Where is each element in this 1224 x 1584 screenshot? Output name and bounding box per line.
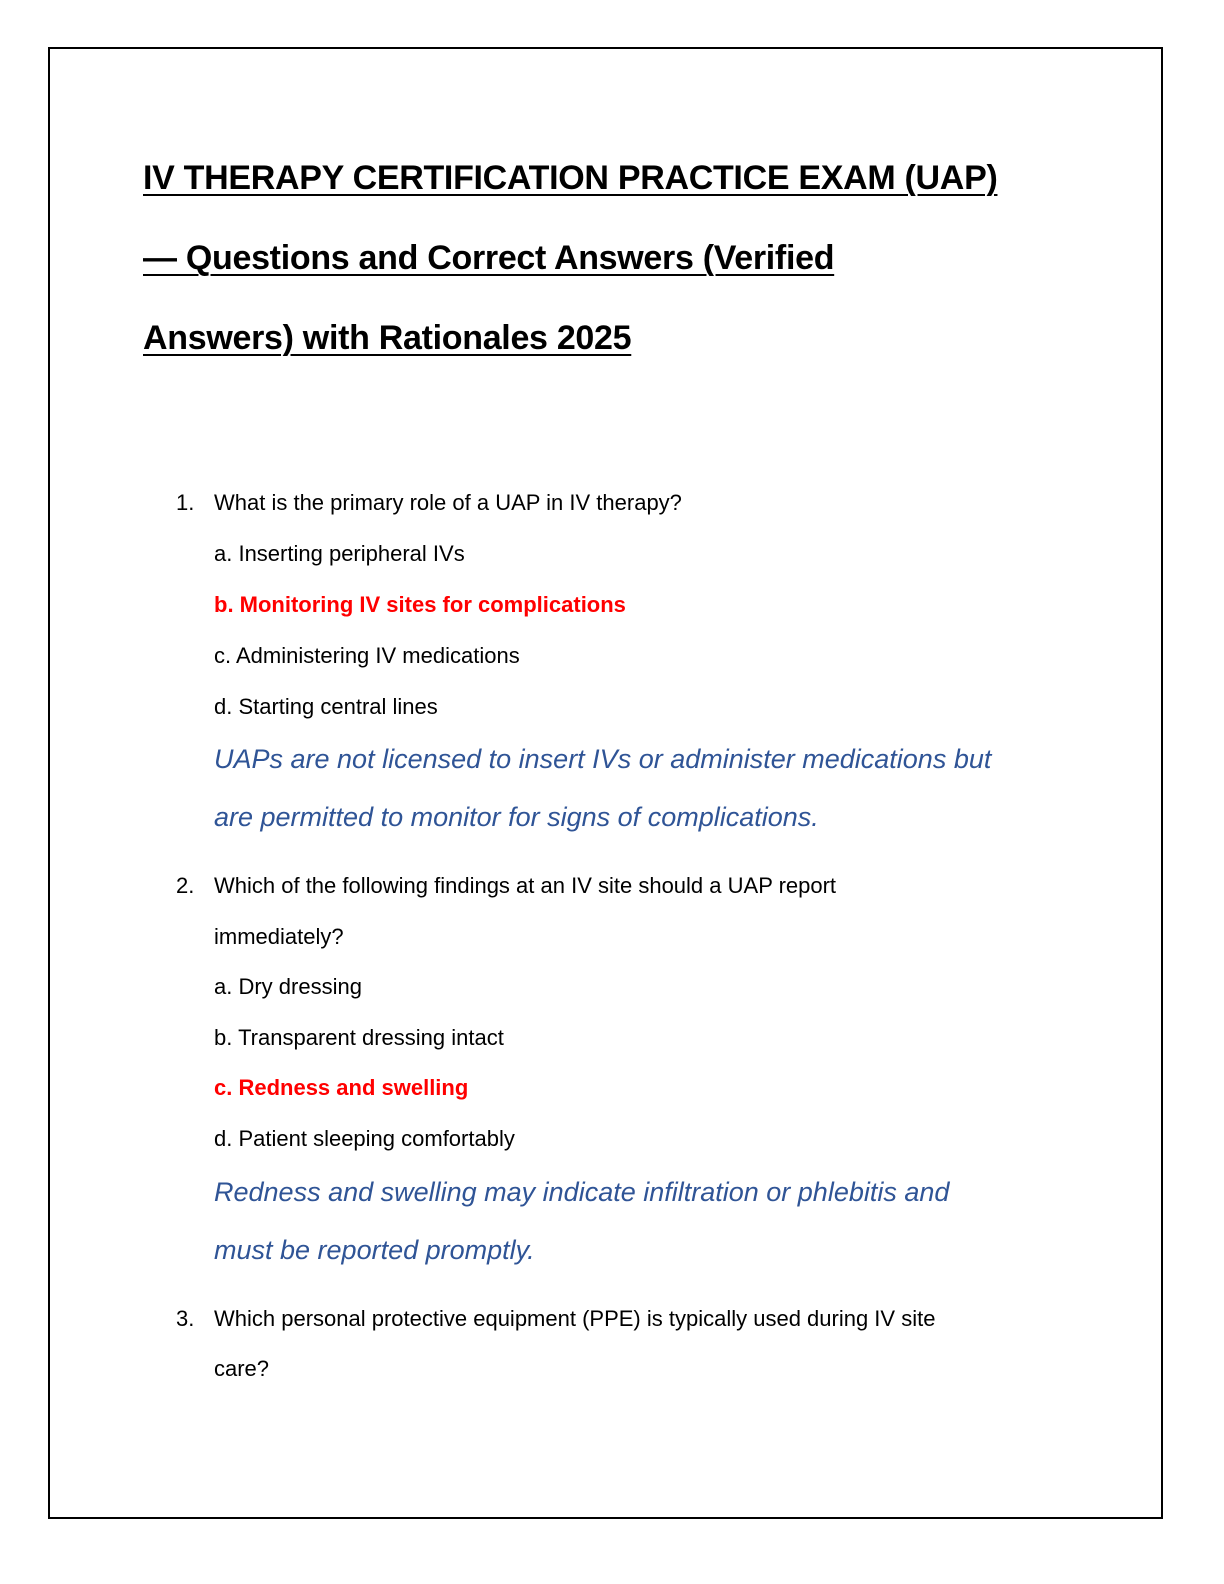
option-c-correct: c. Redness and swelling bbox=[214, 1075, 469, 1100]
question-text: What is the primary role of a UAP in IV therapy? bbox=[214, 490, 682, 515]
title-line: IV THERAPY CERTIFICATION PRACTICE EXAM (UAP) bbox=[143, 159, 998, 197]
question-text: Which personal protective equipment (PPE) is typically used during IV site bbox=[214, 1306, 936, 1331]
question-text: Which of the following findings at an IV site should a UAP report bbox=[214, 873, 837, 898]
option-d: d. Starting central lines bbox=[214, 694, 438, 719]
question-text: immediately? bbox=[214, 924, 344, 949]
question-number: 2. bbox=[176, 873, 195, 898]
rationale-text: UAPs are not licensed to insert IVs or administer medications but bbox=[214, 744, 992, 774]
title-line: — Questions and Correct Answers (Verified bbox=[143, 239, 835, 277]
option-b: b. Transparent dressing intact bbox=[214, 1025, 504, 1050]
question-text: care? bbox=[214, 1356, 270, 1381]
option-a: a. Inserting peripheral IVs bbox=[214, 541, 465, 566]
question-number: 3. bbox=[176, 1306, 195, 1331]
option-c: c. Administering IV medications bbox=[214, 643, 520, 668]
option-b-correct: b. Monitoring IV sites for complications bbox=[214, 592, 626, 617]
rationale-text: are permitted to monitor for signs of complications. bbox=[214, 802, 819, 832]
question-number: 1. bbox=[176, 490, 195, 515]
rationale-text: Redness and swelling may indicate infiltration or phlebitis and bbox=[214, 1177, 950, 1207]
rationale-text: must be reported promptly. bbox=[214, 1235, 535, 1265]
option-d: d. Patient sleeping comfortably bbox=[214, 1126, 515, 1151]
option-a: a. Dry dressing bbox=[214, 974, 362, 999]
title-line: Answers) with Rationales 2025 bbox=[143, 319, 632, 357]
